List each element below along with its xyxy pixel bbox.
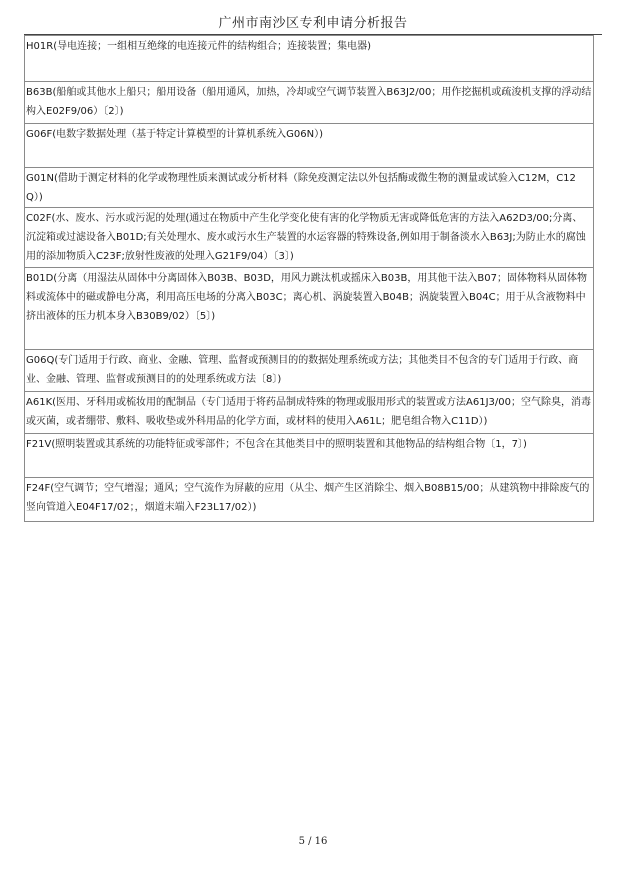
ipc-code: B01D [26,273,54,284]
table-cell [25,168,594,208]
table-row [25,350,594,392]
table-row [25,82,594,124]
ipc-code: C02F [26,213,52,224]
table-cell [25,268,594,350]
patent-classification-table [24,35,594,522]
table-row [25,208,594,268]
ipc-description: (船舶或其他水上船只；船用设备（船用通风，加热，冷却或空气调节装置入B63J2/00；用作挖掘机或疏浚机支撑的浮动结构入E02F9/06）〔2〕) [26,87,592,117]
ipc-description: (医用、牙科用或梳妆用的配制品（专门适用于将药品制成特殊的物理或服用形式的装置或方法A61J3/00；空气除臭，消毒或灭菌，或者绷带、敷料、吸收垫或外科用品的化学方面，或材料的使用入A61L；肥皂组合物入C11D）) [26,397,591,427]
table-cell [25,392,594,434]
table-cell [25,124,594,168]
ipc-code: G06Q [26,355,55,366]
table-cell [25,36,594,82]
ipc-description: (专门适用于行政、商业、金融、管理、监督或预测目的的数据处理系统或方法；其他类目不包含的专门适用于行政、商业、金融、管理、监督或预测目的的处理系统或方法〔8〕) [26,355,579,385]
ipc-description: (水、废水、污水或污泥的处理(通过在物质中产生化学变化使有害的化学物质无害或降低危害的方法入A62D3/00;分离、沉淀箱或过滤设备入B01D;有关处理水、废水或污水生产装置的水运容器的特殊设备,例如用于制备淡水入B63J;为防止水的腐蚀用的添加物质入C23F;放射性废液的处理入G21F9/04）〔3〕) [26,213,586,262]
ipc-description: (空气调节；空气增湿；通风；空气流作为屏蔽的应用（从尘、烟产生区消除尘、烟入B08B15/00；从建筑物中排除废气的竖向管道入E04F17/02；，烟道末端入F23L17/02）) [26,483,590,513]
ipc-code: G06F [26,129,53,140]
ipc-code: B63B [26,87,53,98]
table-cell [25,478,594,522]
ipc-code: F24F [26,483,51,494]
ipc-code: A61K [26,397,53,408]
page-header-title: 广州市南沙区专利申请分析报告 [218,16,408,31]
table-cell [25,82,594,124]
table-row [25,392,594,434]
table-cell [25,434,594,478]
table-row [25,124,594,168]
table-row [25,434,594,478]
ipc-description: (借助于测定材料的化学或物理性质来测试或分析材料（除免疫测定法以外包括酶或微生物的测量或试验入C12M，C12Q）) [26,173,576,203]
table-row [25,478,594,522]
ipc-description: (分离（用湿法从固体中分离固体入B03B、B03D，用风力跳汰机或摇床入B03B，用其他干法入B07；固体物料从固体物料或流体中的磁或静电分离，利用高压电场的分离入B03C；离心机、涡旋装置入B04B；涡旋装置入B04C；用于从含液物料中挤出液体的压力机本身入B30B9/02）〔5〕) [26,273,587,322]
ipc-description: (照明装置或其系统的功能特征或零部件；不包含在其他类目中的照明装置和其他物品的结构组合物〔1，7〕) [51,439,527,450]
ipc-code: F21V [26,439,52,450]
ipc-code: G01N [26,173,54,184]
ipc-code: H01R [26,41,54,52]
ipc-description: (导电连接；一组相互绝缘的电连接元件的结构组合；连接装置；集电器) [53,41,372,52]
table-cell [25,350,594,392]
table-row [25,168,594,208]
page-number: 5 / 16 [298,836,328,847]
table-row [25,36,594,82]
ipc-description: (电数字数据处理（基于特定计算模型的计算机系统入G06N）) [52,129,323,140]
table-cell [25,208,594,268]
table-row [25,268,594,350]
